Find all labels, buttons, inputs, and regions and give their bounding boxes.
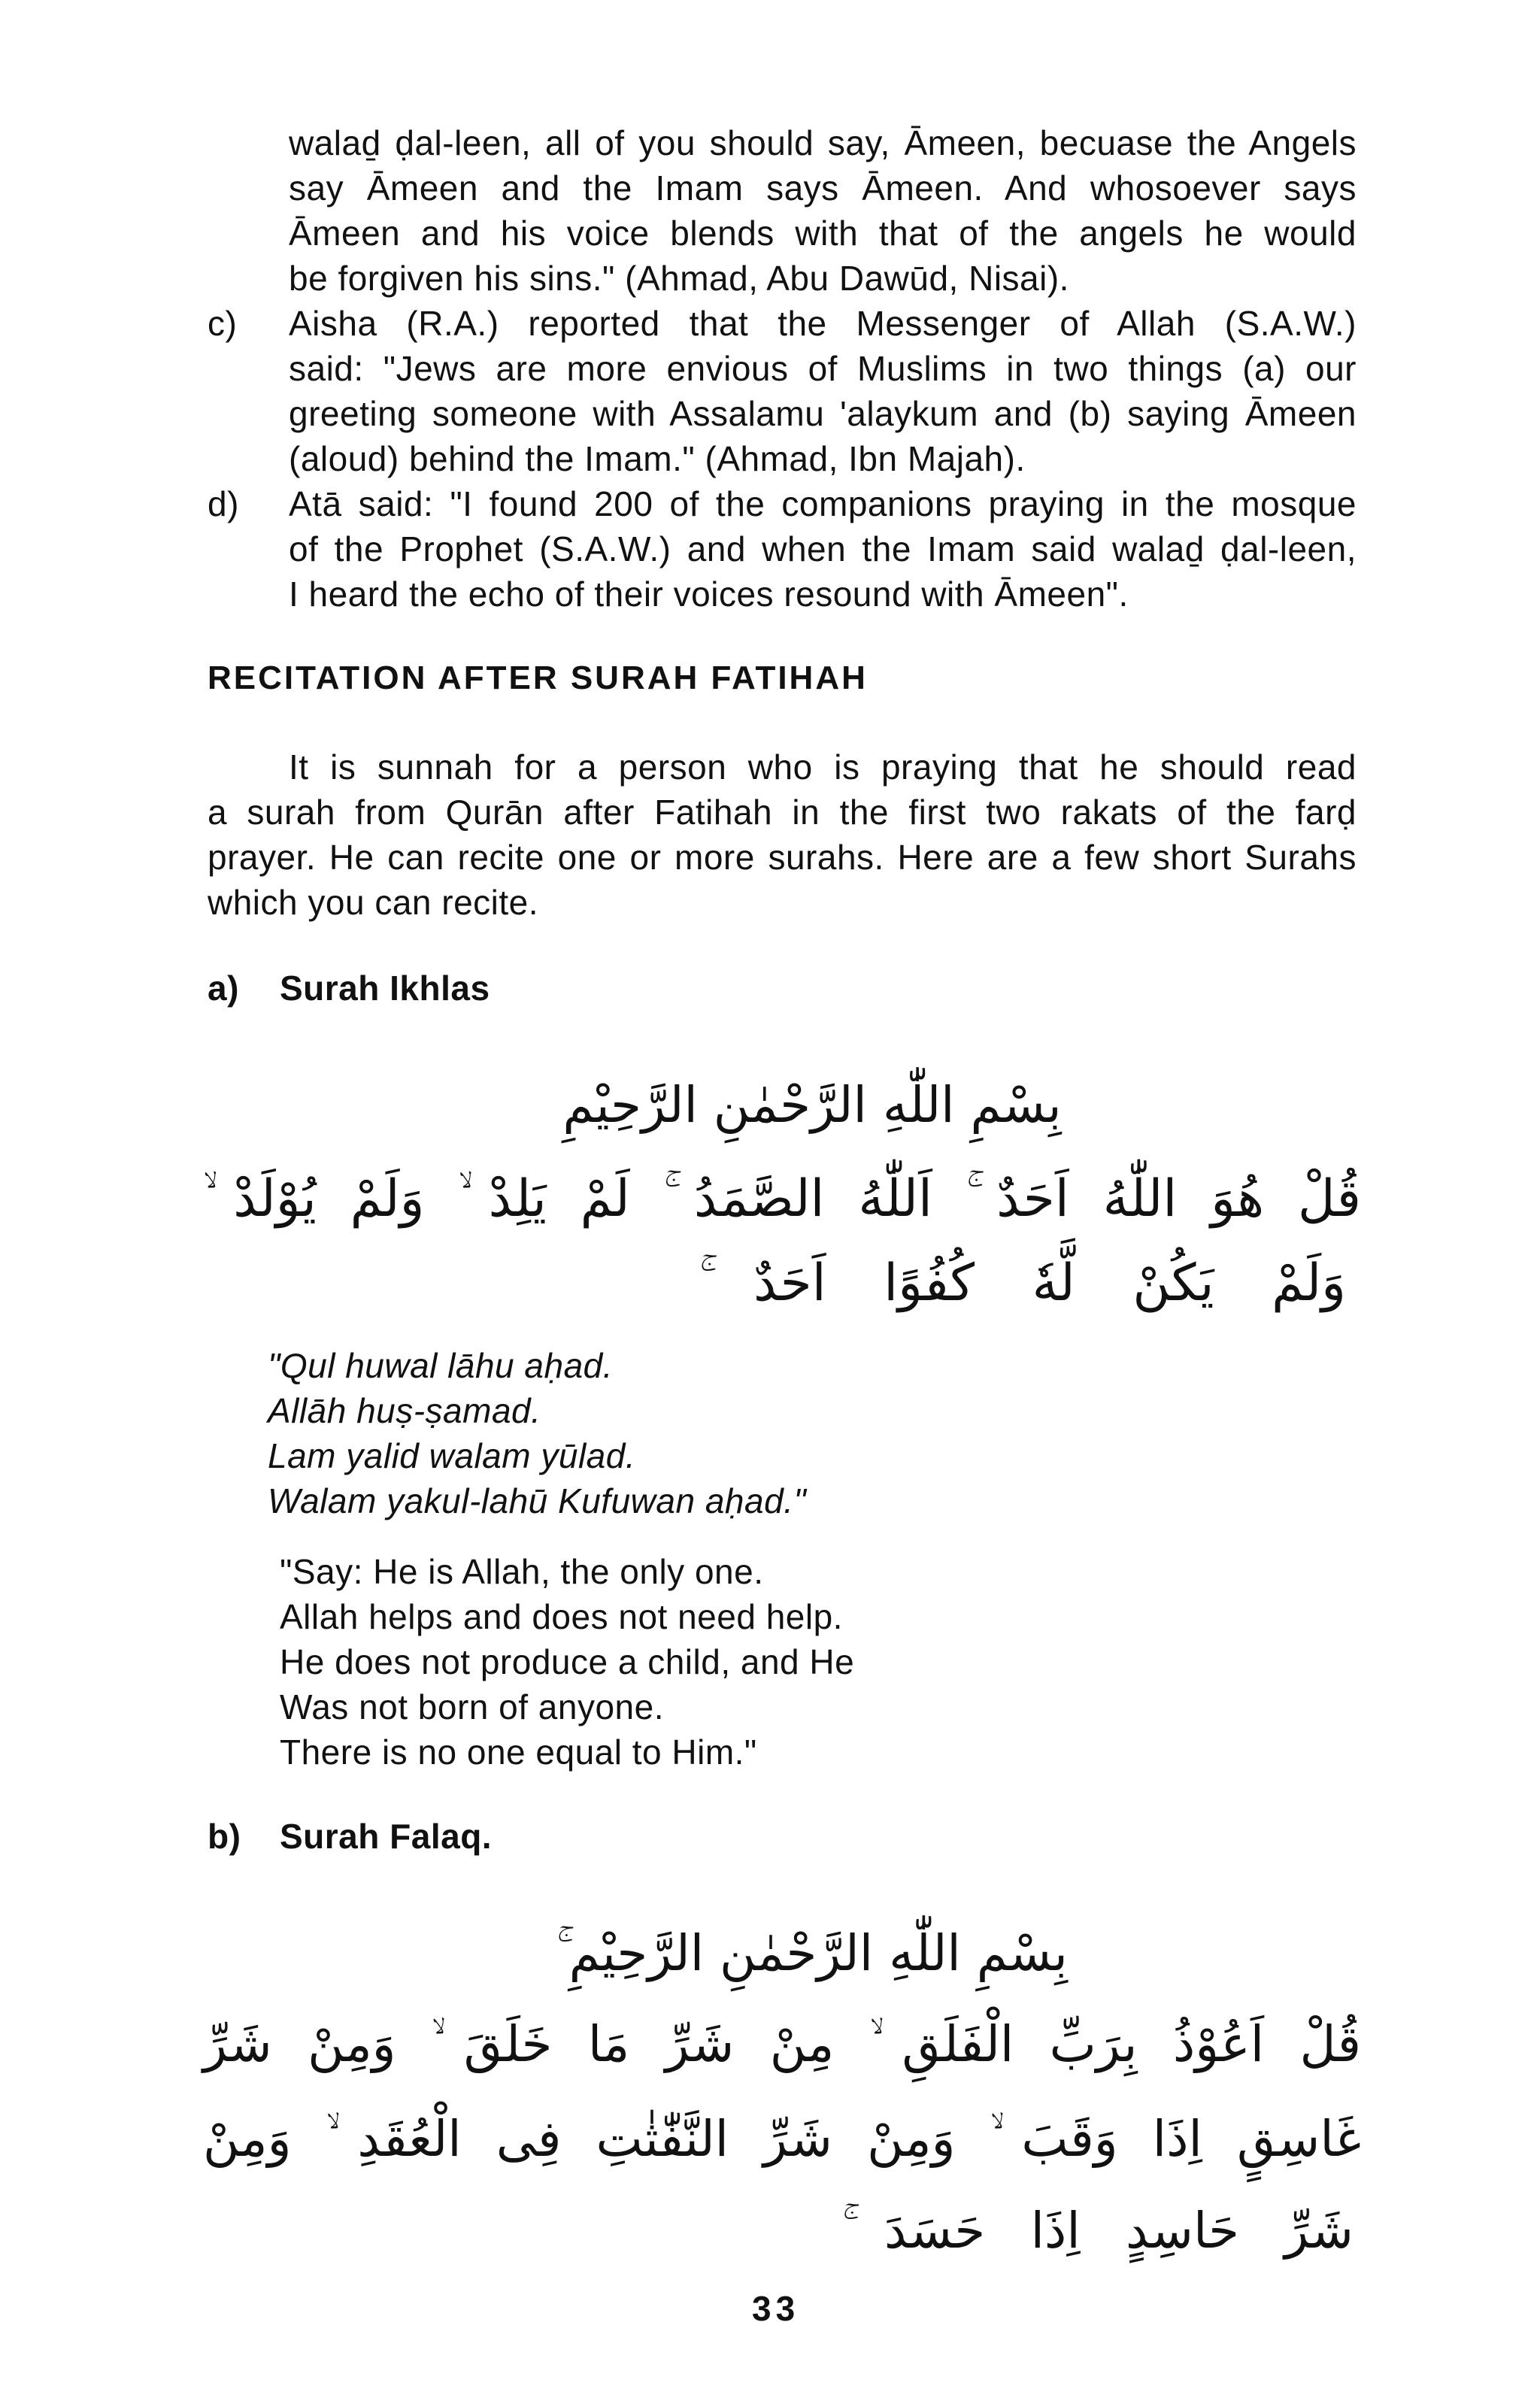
text-line: said: "Jews are more envious of Muslims in two things (a) our (289, 349, 1357, 388)
list-marker: c) (208, 304, 238, 343)
text-line: I heard the echo of their voices resound with Āmeen". (289, 574, 1129, 614)
intro-paragraph (208, 744, 1357, 925)
text-line: (aloud) behind the Imam." (Ahmad, Ibn Majah). (289, 439, 1026, 478)
surah-a-transliteration (268, 1343, 806, 1523)
text-line: Allah helps and does not need help. (280, 1597, 843, 1636)
surah-a-arabic-line: وَلَمْ يَكُنْ لَّهٗ كُفُوًا اَحَدٌ ۚ (699, 1254, 1346, 1313)
text-line: prayer. He can recite one or more surahs. Here are a few short Surahs (208, 838, 1357, 877)
text-line: Walam yakul-lahū Kufuwan aḥad." (268, 1481, 807, 1520)
surah-b-arabic-line: شَرِّ حَاسِدٍ اِذَا حَسَدَ ۚ (842, 2202, 1354, 2260)
surah-b-basmala: بِسْمِ اللّٰهِ الرَّحْمٰنِ الرَّحِيْمِ ۚ (556, 1924, 1068, 1982)
text-line: which you can recite. (208, 883, 539, 922)
text-line: Āmeen and his voice blends with that of the angels he would (289, 214, 1357, 253)
text-line: "Say: He is Allah, the only one. (280, 1552, 764, 1591)
text-line: "Qul huwal lāhu aḥad. (268, 1346, 614, 1385)
text-line: Was not born of anyone. (280, 1687, 664, 1726)
surah-a-translation (280, 1549, 854, 1775)
text-line: be forgiven his sins." (Ahmad, Abu Dawūd, Nisai). (289, 259, 1069, 298)
list-marker: d) (208, 484, 239, 523)
text-line: of the Prophet (S.A.W.) and when the Imam said walaḏ ḍal-leen, (289, 529, 1357, 568)
surah-title: Surah Falaq. (280, 1817, 493, 1856)
text-line: walaḏ ḍal-leen, all of you should say, Āmeen, becuase the Angels (289, 123, 1357, 162)
text-line: He does not produce a child, and He (280, 1642, 855, 1681)
surah-a-heading (208, 966, 490, 1011)
text-line: Allāh huṣ-ṣamad. (268, 1391, 541, 1430)
page-number: 33 (752, 2289, 800, 2328)
surah-b-arabic-line: قُلْ اَعُوْذُ بِرَبِّ الْفَلَقِ ۙ مِنْ شَرِّ مَا خَلَقَ ۙ وَمِنْ شَرِّ (203, 2015, 1361, 2073)
text-line: a surah from Qurān after Fatihah in the first two rakats of the farḍ (208, 793, 1357, 832)
text-line: Lam yalid walam yūlad. (268, 1436, 636, 1475)
surah-a-basmala: بِسْمِ اللّٰهِ الرَّحْمٰنِ الرَّحِيْمِ (562, 1076, 1062, 1134)
list-marker: b) (208, 1817, 241, 1856)
text-line: It is sunnah for a person who is praying that he should read (289, 747, 1357, 787)
surah-b-arabic-line: غَاسِقٍ اِذَا وَقَبَ ۙ وَمِنْ شَرِّ النَّفّٰثٰتِ فِى الْعُقَدِ ۙ وَمِنْ (203, 2110, 1361, 2168)
surah-title: Surah Ikhlas (280, 969, 490, 1008)
list-item-c (208, 301, 1357, 481)
text-line: say Āmeen and the Imam says Āmeen. And whosoever says (289, 168, 1357, 208)
list-item-d (208, 481, 1357, 617)
surah-b-heading (208, 1814, 493, 1859)
text-line: Aisha (R.A.) reported that the Messenger of Allah (S.A.W.) (289, 304, 1357, 343)
surah-a-arabic-line: قُلْ هُوَ اللّٰهُ اَحَدٌ ۚ اَللّٰهُ الصَّمَدُ ۚ لَمْ يَلِدْ ۙ وَلَمْ يُوْلَدْ ۙ (203, 1169, 1361, 1229)
section-heading: RECITATION AFTER SURAH FATIHAH (208, 659, 868, 696)
list-marker: a) (208, 969, 239, 1008)
text-line: Atā said: "I found 200 of the companions praying in the mosque (289, 484, 1357, 523)
text-line: greeting someone with Assalamu 'alaykum and (b) saying Āmeen (289, 394, 1357, 433)
hadith-b-continuation (289, 120, 1357, 301)
text-line: There is no one equal to Him." (280, 1732, 757, 1772)
